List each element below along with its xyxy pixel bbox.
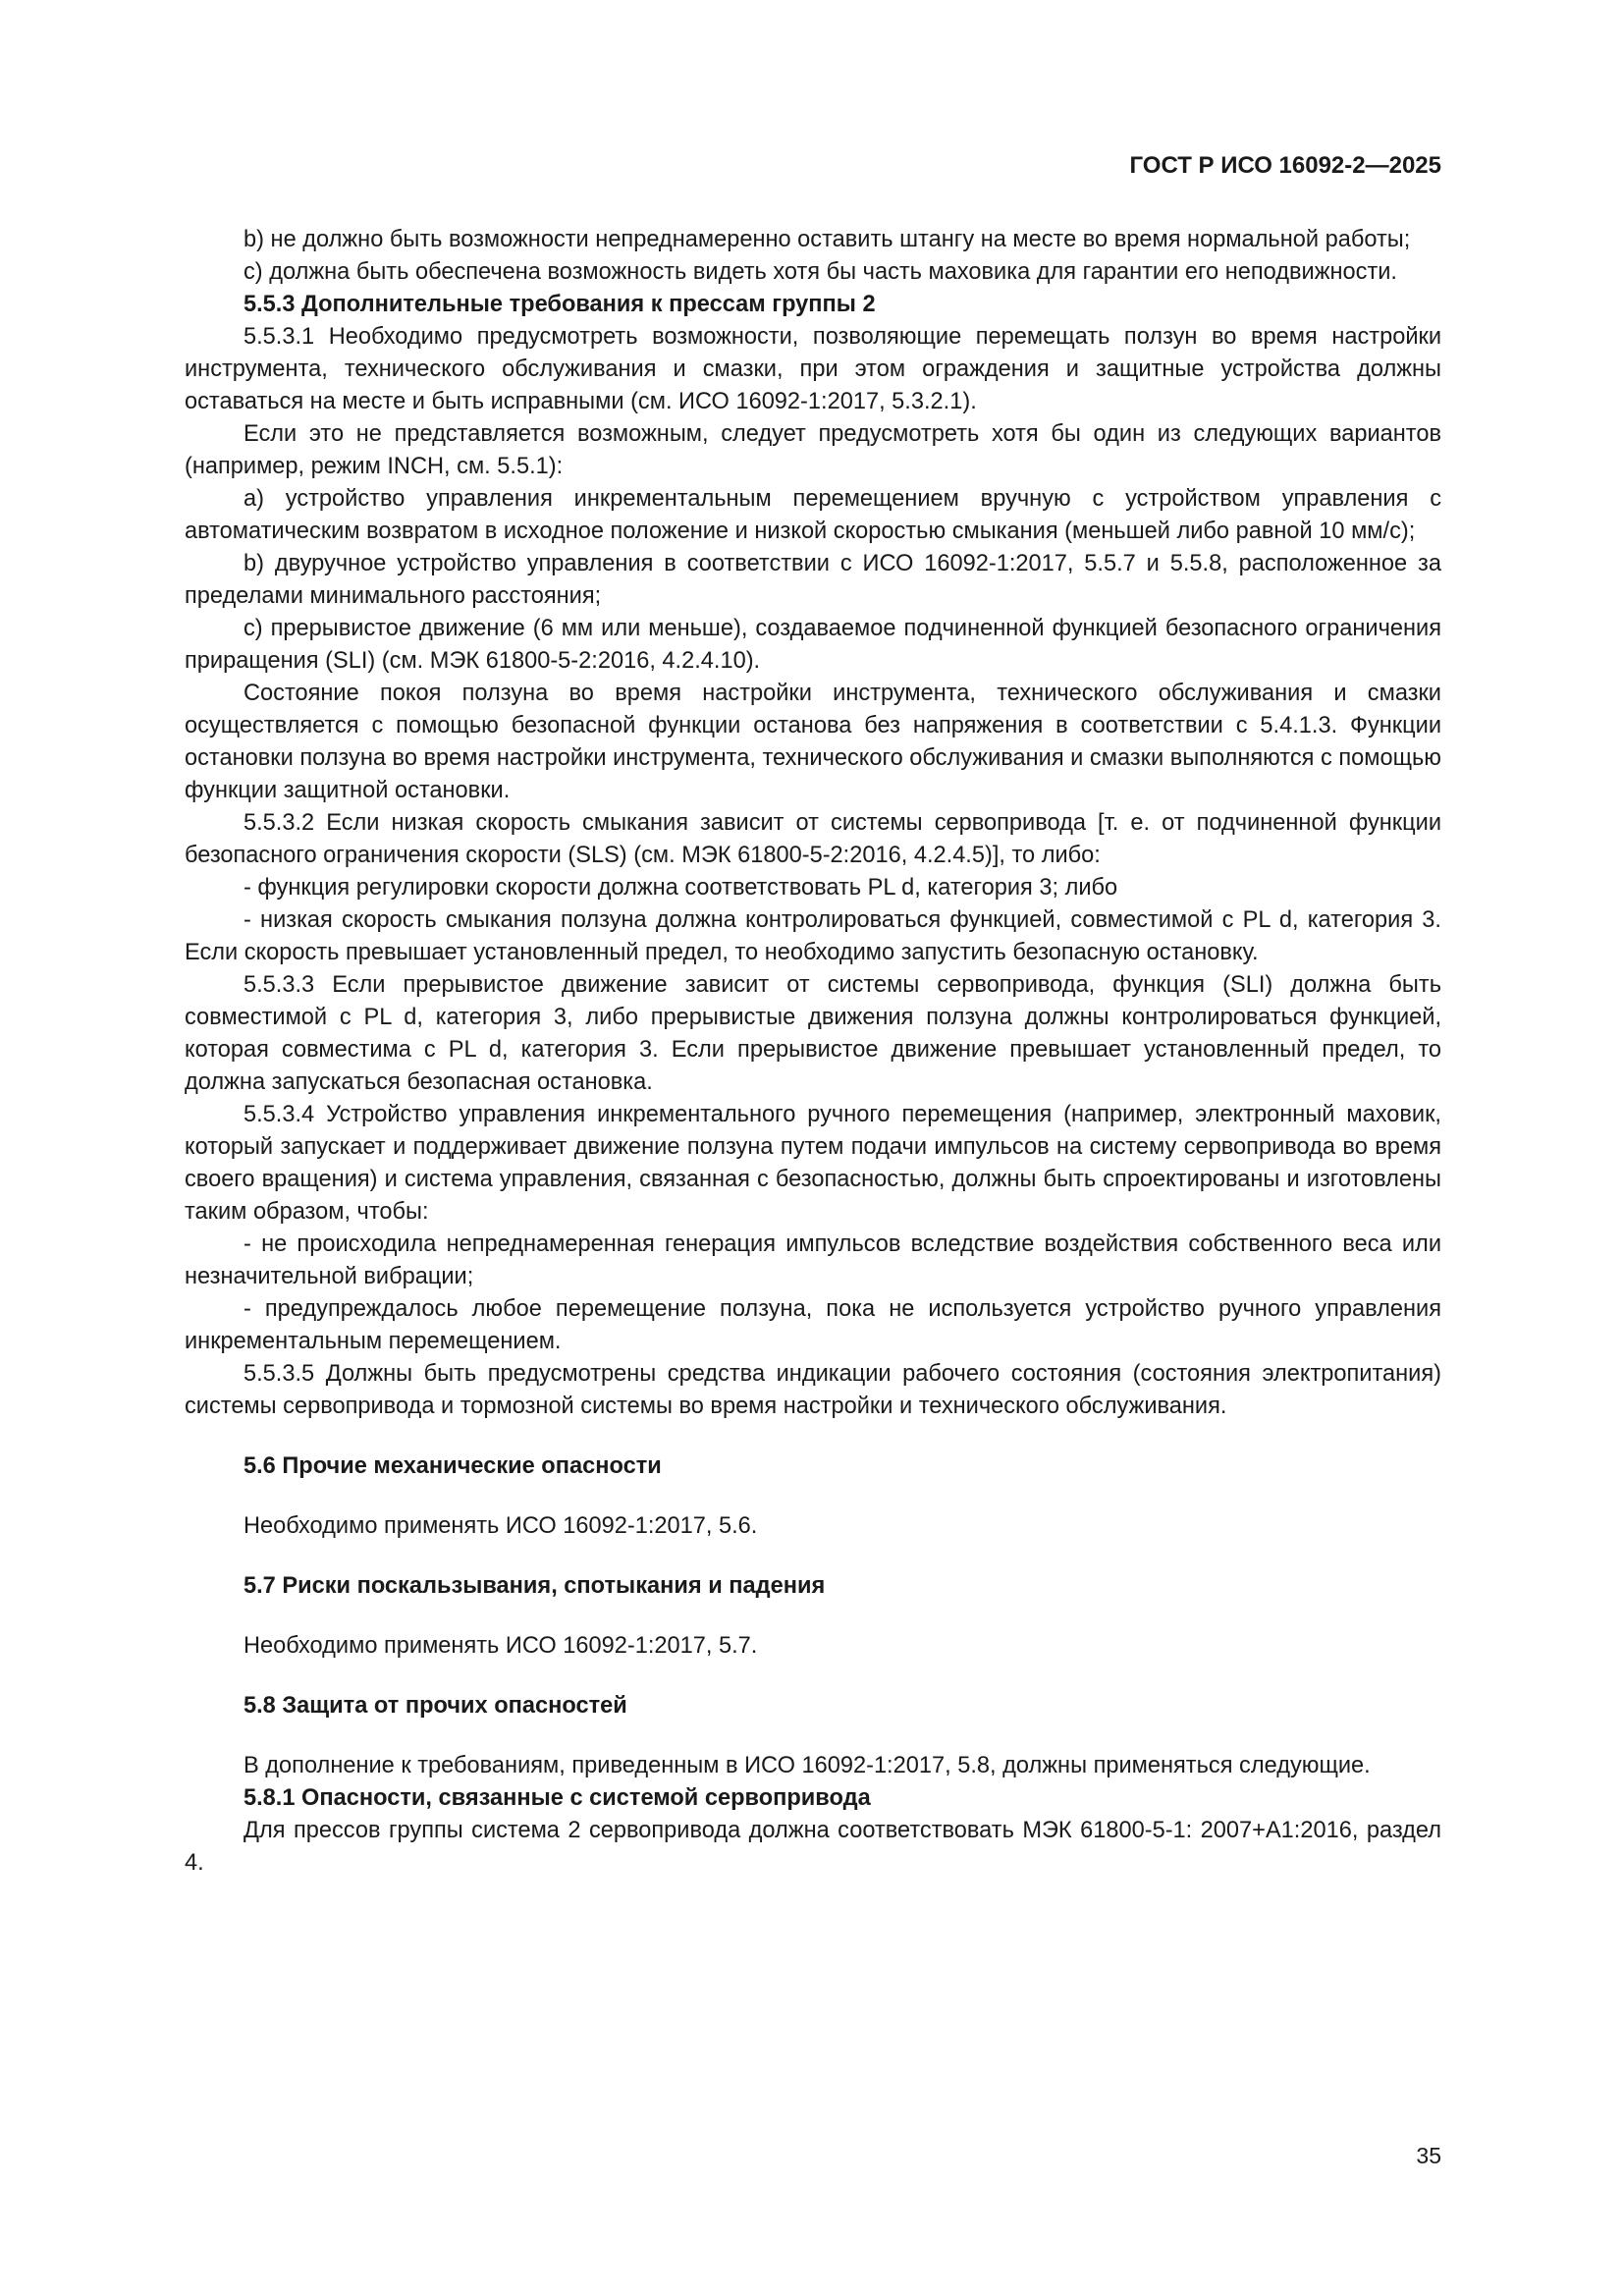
dash-item-pulses: - не происходила непреднамеренная генерация импульсов вследствие воздействия собственного веса или незначительной вибрации; (185, 1231, 1441, 1289)
section-heading-5-5-3: 5.5.3 Дополнительные требования к прессам группы 2 (243, 292, 876, 317)
document-code-header: ГОСТ Р ИСО 16092-2—2025 (1129, 152, 1441, 179)
paragraph-5-8: В дополнение к требованиям, приведенным в ИСО 16092-1:2017, 5.8, должны применяться следующие. (243, 1753, 1371, 1778)
section-heading-5-8: 5.8 Защита от прочих опасностей (243, 1693, 627, 1719)
section-heading-5-8-1: 5.8.1 Опасности, связанные с системой сервопривода (243, 1785, 871, 1811)
paragraph-5-6: Необходимо применять ИСО 16092-1:2017, 5.6. (243, 1513, 758, 1539)
paragraph-5-8-1: Для прессов группы система 2 сервопривода должна соответствовать МЭК 61800-5-1: 2007+A1:2016, раздел 4. (185, 1818, 1441, 1876)
paragraph-5-5-3-1: 5.5.3.1 Необходимо предусмотреть возможности, позволяющие перемещать ползун во время настройки инструмента, технического обслуживания и смазки, при этом ограждения и защитные устройства должны оставаться на месте и быть исправными (см. ИСО 16092-1:2017, 5.3.2.1). (185, 324, 1441, 414)
list-item-b-two-hand: b) двуручное устройство управления в соответствии с ИСО 16092-1:2017, 5.5.7 и 5.5.8, расположенное за пределами минимального расстояния; (185, 551, 1441, 609)
list-item-b: b) не должно быть возможности непреднамеренно оставить штангу на месте во время нормальной работы; (243, 227, 1411, 252)
page-number: 35 (1416, 2143, 1441, 2168)
paragraph-rest-state: Состояние покоя ползуна во время настройки инструмента, технического обслуживания и смазки осуществляется с помощью безопасной функции останова без напряжения в соответствии с 5.4.1.3. Функции остановки ползуна во время настройки инструмента, технического обслуживания и смазки выполняются с помощью функции защитной остановки. (185, 681, 1441, 803)
list-item-c: c) должна быть обеспечена возможность видеть хотя бы часть маховика для гарантии его неподвижности. (243, 259, 1397, 285)
list-item-a: a) устройство управления инкрементальным перемещением вручную с устройством управления с автоматическим возвратом в исходное положение и низкой скоростью смыкания (меньшей либо равной 10 мм/с); (185, 486, 1441, 544)
paragraph-5-5-3-2: 5.5.3.2 Если низкая скорость смыкания зависит от системы сервопривода [т. е. от подчиненной функции безопасного ограничения скорости (SLS) (см. МЭК 61800-5-2:2016, 4.2.4.5)], то либо: (185, 810, 1441, 868)
paragraph-5-5-3-5: 5.5.3.5 Должны быть предусмотрены средства индикации рабочего состояния (состояния электропитания) системы сервопривода и тормозной системы во время настройки и технического обслуживания. (185, 1361, 1441, 1419)
document-body (185, 224, 1441, 1880)
paragraph-alternatives: Если это не представляется возможным, следует предусмотреть хотя бы один из следующих вариантов (например, режим INCH, см. 5.5.1): (185, 421, 1441, 479)
paragraph-5-5-3-4: 5.5.3.4 Устройство управления инкрементального ручного перемещения (например, электронный маховик, который запускает и поддерживает движение ползуна путем подачи импульсов на систему сервопривода во время своего вращения) и система управления, связанная с безопасностью, должны быть спроектированы и изготовлены таким образом, чтобы: (185, 1102, 1441, 1225)
section-heading-5-6: 5.6 Прочие механические опасности (243, 1453, 662, 1479)
dash-item-closing-speed: - низкая скорость смыкания ползуна должна контролироваться функцией, совместимой с PL d, категория 3. Если скорость превышает установленный предел, то необходимо запустить безопасную остановку. (185, 907, 1441, 965)
paragraph-5-5-3-3: 5.5.3.3 Если прерывистое движение зависит от системы сервопривода, функция (SLI) должна быть совместимой с PL d, категория 3, либо прерывистые движения ползуна должны контролироваться функцией, которая совместима с PL d, категория 3. Если прерывистое движение превышает установленный предел, то должна запускаться безопасная остановка. (185, 972, 1441, 1095)
dash-item-prevent-move: - предупреждалось любое перемещение ползуна, пока не используется устройство ручного управления инкрементальным перемещением. (185, 1296, 1441, 1354)
list-item-c-inching: c) прерывистое движение (6 мм или меньше), создаваемое подчиненной функцией безопасного ограничения приращения (SLI) (см. МЭК 61800-5-2:2016, 4.2.4.10). (185, 616, 1441, 674)
section-heading-5-7: 5.7 Риски поскальзывания, спотыкания и падения (243, 1573, 826, 1599)
paragraph-5-7: Необходимо применять ИСО 16092-1:2017, 5.7. (243, 1633, 758, 1659)
dash-item-speed: - функция регулировки скорости должна соответствовать PL d, категория 3; либо (243, 875, 1118, 901)
